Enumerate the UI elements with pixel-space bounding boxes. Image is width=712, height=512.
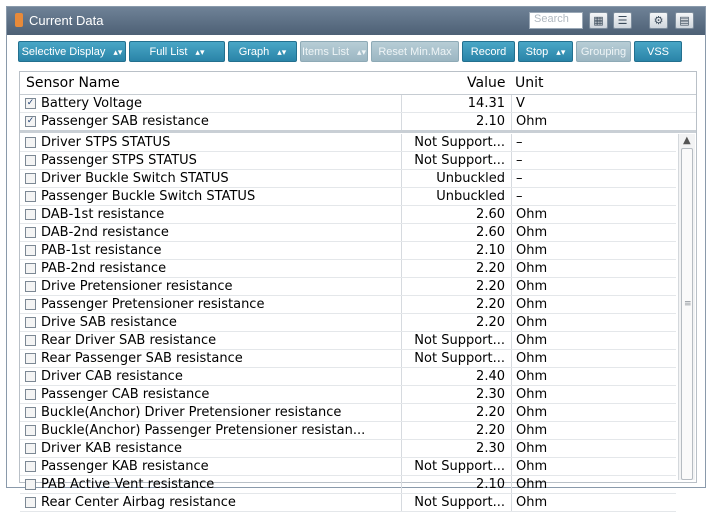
sensor-unit: Ohm [511, 242, 547, 259]
sensor-value: 2.10 [401, 113, 507, 130]
sensor-unit: Ohm [511, 458, 547, 475]
sensor-value: 2.60 [401, 224, 507, 241]
sensor-value: Not Support... [401, 152, 507, 169]
row-checkbox[interactable] [25, 299, 36, 310]
row-checkbox[interactable] [25, 443, 36, 454]
sensor-row[interactable] [20, 260, 676, 278]
sensor-row[interactable] [20, 206, 676, 224]
sensor-name: Passenger CAB resistance [41, 387, 210, 402]
sensor-value: 2.10 [401, 242, 507, 259]
selective-display-button[interactable]: Selective Display ▴▾ [18, 41, 126, 62]
grid-icon[interactable]: ▤ [675, 12, 694, 29]
sensor-value: 2.60 [401, 206, 507, 223]
sensor-rows [20, 134, 676, 512]
sensor-unit: Ohm [511, 224, 547, 241]
full-list-button[interactable]: Full List ▴▾ [129, 41, 225, 62]
window-icon [15, 13, 23, 27]
sensor-unit: Ohm [511, 278, 547, 295]
sensor-name: DAB-2nd resistance [41, 225, 169, 240]
sensor-row[interactable] [20, 134, 676, 152]
sensor-row[interactable] [20, 170, 676, 188]
sensor-unit: Ohm [511, 422, 547, 439]
stop-button[interactable]: Stop ▴▾ [518, 41, 573, 62]
settings-icon[interactable]: ⚙ [649, 12, 668, 29]
row-checkbox[interactable] [25, 371, 36, 382]
sensor-name: Driver CAB resistance [41, 369, 183, 384]
row-checkbox[interactable] [25, 227, 36, 238]
row-checkbox[interactable] [25, 263, 36, 274]
sensor-row[interactable] [20, 494, 676, 512]
value-header[interactable]: Value [467, 75, 506, 91]
sensor-row[interactable] [20, 224, 676, 242]
sensor-unit: Ohm [511, 260, 547, 277]
row-checkbox[interactable] [25, 137, 36, 148]
sensor-value: 2.20 [401, 296, 507, 313]
vss-button[interactable]: VSS [634, 41, 682, 62]
record-button[interactable]: Record [462, 41, 515, 62]
title-bar [7, 7, 705, 35]
row-checkbox[interactable] [25, 209, 36, 220]
sensor-value: 2.20 [401, 422, 507, 439]
sensor-name-header[interactable]: Sensor Name [26, 75, 120, 91]
sensor-value: Unbuckled [401, 188, 507, 205]
row-checkbox[interactable] [25, 497, 36, 508]
sensor-value: Unbuckled [401, 170, 507, 187]
sensor-name: Passenger SAB resistance [41, 114, 209, 129]
sensor-name: Passenger KAB resistance [41, 459, 209, 474]
sensor-unit: Ohm [511, 404, 547, 421]
row-checkbox[interactable] [25, 155, 36, 166]
sensor-unit: Ohm [511, 314, 547, 331]
toolbar [7, 37, 705, 67]
sensor-row[interactable] [20, 95, 696, 113]
sensor-name: Battery Voltage [41, 96, 143, 111]
sensor-name: Driver KAB resistance [41, 441, 183, 456]
sensor-name: Rear Center Airbag resistance [41, 495, 236, 510]
graph-button[interactable]: Graph ▴▾ [228, 41, 297, 62]
row-checkbox[interactable] [25, 479, 36, 490]
sensor-row[interactable] [20, 314, 676, 332]
sensor-table [19, 71, 697, 510]
row-checkbox[interactable] [25, 245, 36, 256]
sensor-row[interactable] [20, 422, 676, 440]
sensor-name: Passenger Buckle Switch STATUS [41, 189, 256, 204]
reset-min-max-button[interactable]: Reset Min.Max [371, 41, 459, 62]
sensor-unit: Ohm [511, 206, 547, 223]
sensor-value: 2.20 [401, 278, 507, 295]
row-checkbox[interactable]: ✓ [26, 98, 35, 108]
row-checkbox[interactable]: ✓ [26, 116, 35, 126]
row-checkbox[interactable] [25, 389, 36, 400]
sensor-name: PAB-1st resistance [41, 243, 162, 258]
sensor-unit: Ohm [511, 368, 547, 385]
row-checkbox[interactable] [25, 173, 36, 184]
sensor-row[interactable] [20, 350, 676, 368]
sensor-row[interactable] [20, 113, 696, 131]
scroll-grip-icon: ≡ [684, 299, 692, 309]
sensor-value: 2.20 [401, 404, 507, 421]
sensor-unit: – [511, 152, 523, 169]
sensor-row[interactable] [20, 332, 676, 350]
sensor-value: 2.20 [401, 314, 507, 331]
sensor-value: 2.20 [401, 260, 507, 277]
row-checkbox[interactable] [25, 353, 36, 364]
sensor-value: 2.10 [401, 476, 507, 493]
search-input[interactable]: Search [529, 12, 583, 29]
sensor-name: PAB-2nd resistance [41, 261, 167, 276]
items-list-button[interactable]: Items List ▴▾ [300, 41, 368, 62]
grouping-button[interactable]: Grouping [576, 41, 631, 62]
vertical-scrollbar[interactable] [678, 134, 695, 480]
table-icon[interactable]: ▦ [589, 12, 608, 29]
sensor-row[interactable] [20, 278, 676, 296]
sensor-unit: Ohm [511, 296, 547, 313]
sensor-row[interactable] [20, 188, 676, 206]
list-icon[interactable]: ☰ [613, 12, 632, 29]
sensor-row[interactable] [20, 458, 676, 476]
sensor-name: Buckle(Anchor) Driver Pretensioner resistance [41, 405, 342, 420]
unit-header[interactable]: Unit [515, 75, 544, 91]
sensor-name: Rear Driver SAB resistance [41, 333, 217, 348]
row-checkbox[interactable] [25, 281, 36, 292]
sensor-name: Rear Passenger SAB resistance [41, 351, 243, 366]
sensor-unit: Ohm [511, 476, 547, 493]
sensor-unit: Ohm [511, 440, 547, 457]
sensor-name: Driver Buckle Switch STATUS [41, 171, 229, 186]
row-checkbox[interactable] [25, 317, 36, 328]
sensor-unit: Ohm [511, 332, 547, 349]
sensor-row[interactable] [20, 440, 676, 458]
sensor-value: Not Support... [401, 332, 507, 349]
sensor-value: Not Support... [401, 494, 507, 511]
row-checkbox[interactable] [25, 191, 36, 202]
sensor-name: Driver STPS STATUS [41, 135, 171, 150]
sensor-name: Drive Pretensioner resistance [41, 279, 233, 294]
row-checkbox[interactable] [25, 425, 36, 436]
sensor-unit: V [511, 95, 525, 112]
sensor-value: Not Support... [401, 350, 507, 367]
row-checkbox[interactable] [25, 461, 36, 472]
sensor-value: 2.40 [401, 368, 507, 385]
sensor-name: Passenger Pretensioner resistance [41, 297, 265, 312]
table-header [20, 72, 696, 95]
scroll-up-arrow-icon[interactable]: ▲ [683, 135, 691, 146]
sensor-row[interactable] [20, 368, 676, 386]
sensor-name: Passenger STPS STATUS [41, 153, 197, 168]
sensor-row[interactable] [20, 404, 676, 422]
pinned-rows [20, 95, 696, 131]
sensor-row[interactable] [20, 386, 676, 404]
row-checkbox[interactable] [25, 407, 36, 418]
sensor-unit: – [511, 170, 523, 187]
current-data-window [6, 6, 706, 510]
row-checkbox[interactable] [25, 335, 36, 346]
sensor-name: Buckle(Anchor) Passenger Pretensioner resistan... [41, 423, 366, 438]
pinned-separator [20, 130, 696, 133]
scrollbar-thumb[interactable] [681, 148, 693, 480]
sensor-row[interactable] [20, 152, 676, 170]
sensor-name: Drive SAB resistance [41, 315, 177, 330]
window-title: Current Data [29, 13, 104, 28]
sensor-value: Not Support... [401, 134, 507, 151]
sensor-row[interactable] [20, 476, 676, 494]
sensor-unit: Ohm [511, 113, 547, 130]
sensor-unit: – [511, 188, 523, 205]
sensor-value: Not Support... [401, 458, 507, 475]
sensor-value: 2.30 [401, 440, 507, 457]
sensor-unit: – [511, 134, 523, 151]
sensor-name: DAB-1st resistance [41, 207, 165, 222]
sensor-unit: Ohm [511, 386, 547, 403]
sensor-unit: Ohm [511, 350, 547, 367]
sensor-unit: Ohm [511, 494, 547, 511]
sensor-row[interactable] [20, 242, 676, 260]
sensor-value: 14.31 [401, 95, 507, 112]
sensor-value: 2.30 [401, 386, 507, 403]
sensor-row[interactable] [20, 296, 676, 314]
sensor-name: PAB Active Vent resistance [41, 477, 215, 492]
